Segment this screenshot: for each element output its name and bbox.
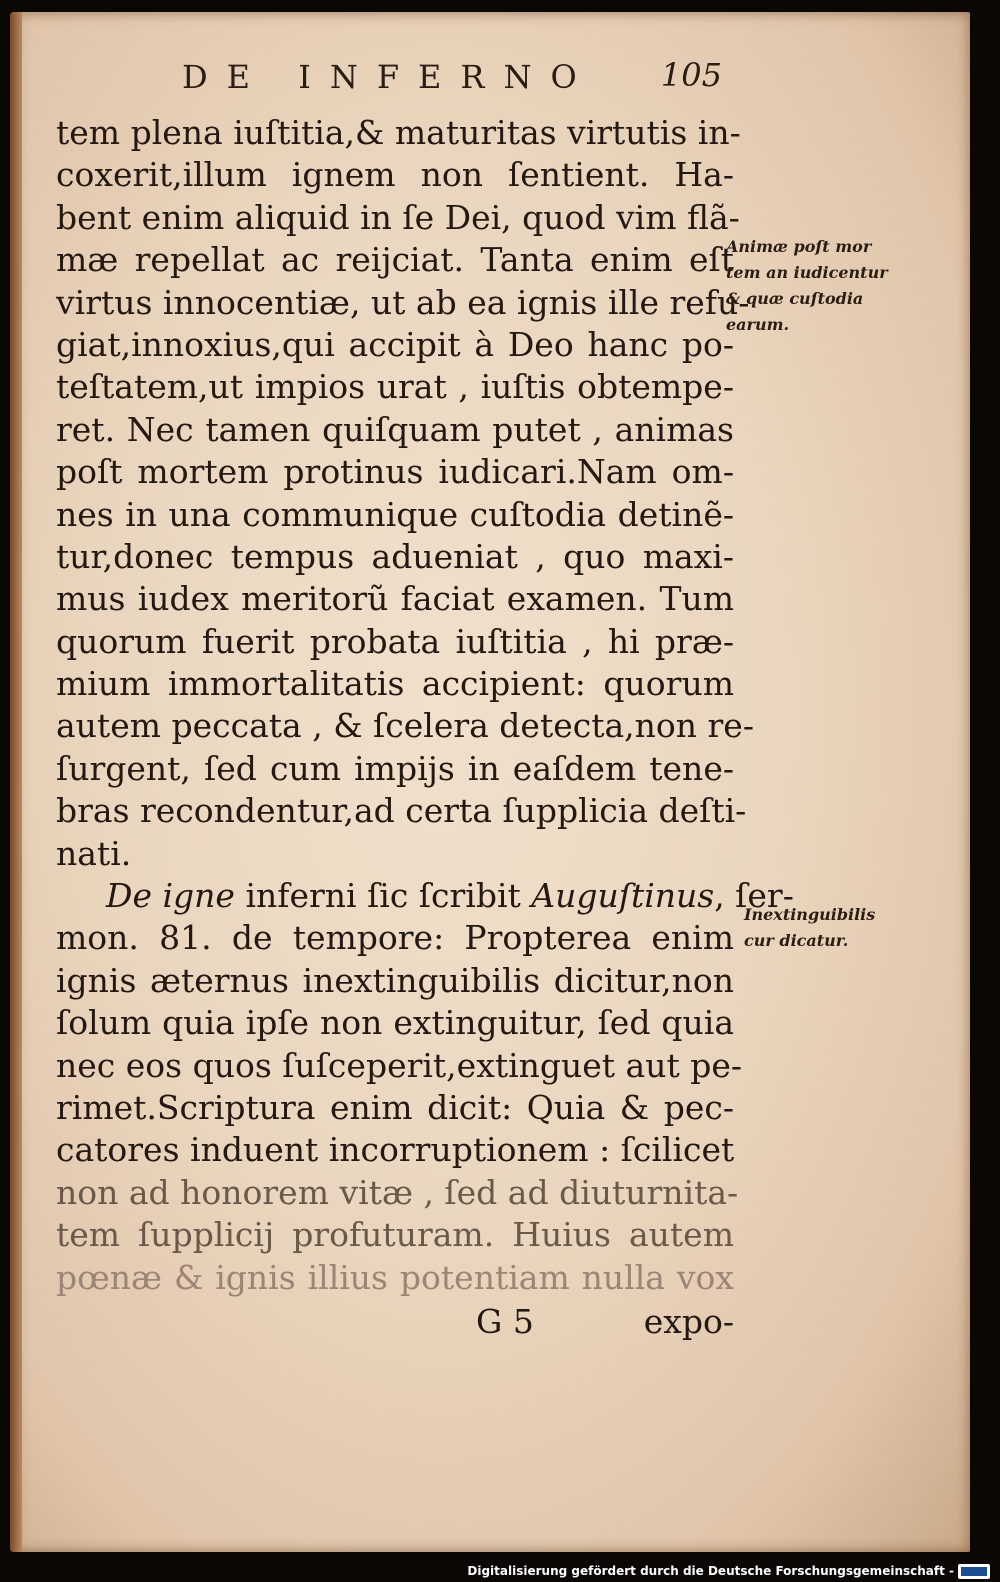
text-line: teſtatem,ut impios urat , iuſtis obtempe- (56, 367, 734, 407)
paragraph-opening-line (56, 875, 794, 917)
text-line: tur,donec tempus adueniat , quo maxi- (56, 536, 734, 576)
text-line: tem plena iuſtitia,& maturitas virtutis in- (56, 113, 741, 152)
text-line: giat,innoxius,qui accipit à Deo hanc po- (56, 324, 734, 364)
marginal-note-line: tem an iudicentur (726, 263, 888, 282)
catchline (56, 1301, 734, 1345)
book-page (10, 12, 970, 1552)
text-line: bent enim aliquid in ſe Dei, quod vim flã- (56, 197, 740, 237)
marginal-note-line: Inextinguibilis (744, 905, 876, 924)
text-line: virtus innocentiæ, ut ab ea ignis ille refu- (56, 282, 750, 322)
text-line: ret. Nec tamen quiſquam putet , animas (56, 409, 734, 449)
text-line: mus iudex meritorũ faciat examen. Tum (56, 579, 734, 619)
text-line: coxerit,illum ignem non ſentient. Ha- (56, 155, 734, 195)
page-number: 105 (660, 56, 722, 94)
author-name: Auguſtinus (531, 876, 715, 916)
text-line: autem peccata , & ſcelera detecta,non re- (56, 706, 754, 746)
text-line: nes in una communique cuſtodia detinẽ- (56, 494, 734, 534)
text-line: poſt mortem protinus iudicari.Nam om- (56, 452, 734, 492)
running-head: DE INFERNO (182, 58, 596, 96)
lead-phrase: De igne (106, 876, 235, 916)
dfg-logo-icon (958, 1564, 990, 1579)
marginal-note (726, 234, 888, 338)
marginal-note-line: cur dicatur. (744, 931, 849, 950)
marginal-note (744, 902, 875, 954)
text-line: tem ſupplicij profuturam. Huius autem (56, 1215, 734, 1255)
text-line: mon. 81. de tempore: Propterea enim (56, 918, 734, 958)
text-line: ſolum quia ipſe non extinguitur, ſed quia (56, 1003, 734, 1043)
digitization-credit: Digitalisierung gefördert durch die Deutsche Forschungsgemeinschaft - (467, 1564, 954, 1578)
text-line: ſurgent, ſed cum impijs in eaſdem tene- (56, 748, 734, 788)
text-line: catores induent incorruptionem : ſcilicet (56, 1130, 735, 1170)
signature-mark: G 5 (476, 1301, 534, 1341)
text-run: inferni ſic ſcribit (234, 876, 532, 916)
catchword: expo- (643, 1301, 734, 1341)
text-line: quorum fuerit probata iuſtitia , hi præ- (56, 621, 734, 661)
text-line: ignis æternus inextinguibilis dicitur,non (56, 960, 734, 1000)
marginal-note-line: earum. (726, 315, 790, 334)
text-line: nati. (56, 833, 132, 873)
page-header (182, 52, 722, 112)
text-line: rimet.Scriptura enim dicit: Quia & pec- (56, 1087, 734, 1127)
text-line: nec eos quos ſuſceperit,extinguet aut pe- (56, 1045, 743, 1085)
text-line: mium immortalitatis accipient: quorum (56, 664, 734, 704)
text-line: mæ repellat ac reijciat. Tanta enim eſt (56, 240, 734, 280)
text-line: bras recondentur,ad certa ſupplicia deſti- (56, 791, 747, 831)
text-line: pœnæ & ignis illius potentiam nulla vox (56, 1257, 734, 1297)
marginal-note-line: Animæ poſt mor (726, 237, 872, 256)
text-line: non ad honorem vitæ , ſed ad diuturnita- (56, 1172, 739, 1212)
page-spine-edge (10, 12, 22, 1552)
marginal-note-line: & quæ cuſtodia (726, 289, 864, 308)
text-run: , ſer- (714, 876, 794, 916)
